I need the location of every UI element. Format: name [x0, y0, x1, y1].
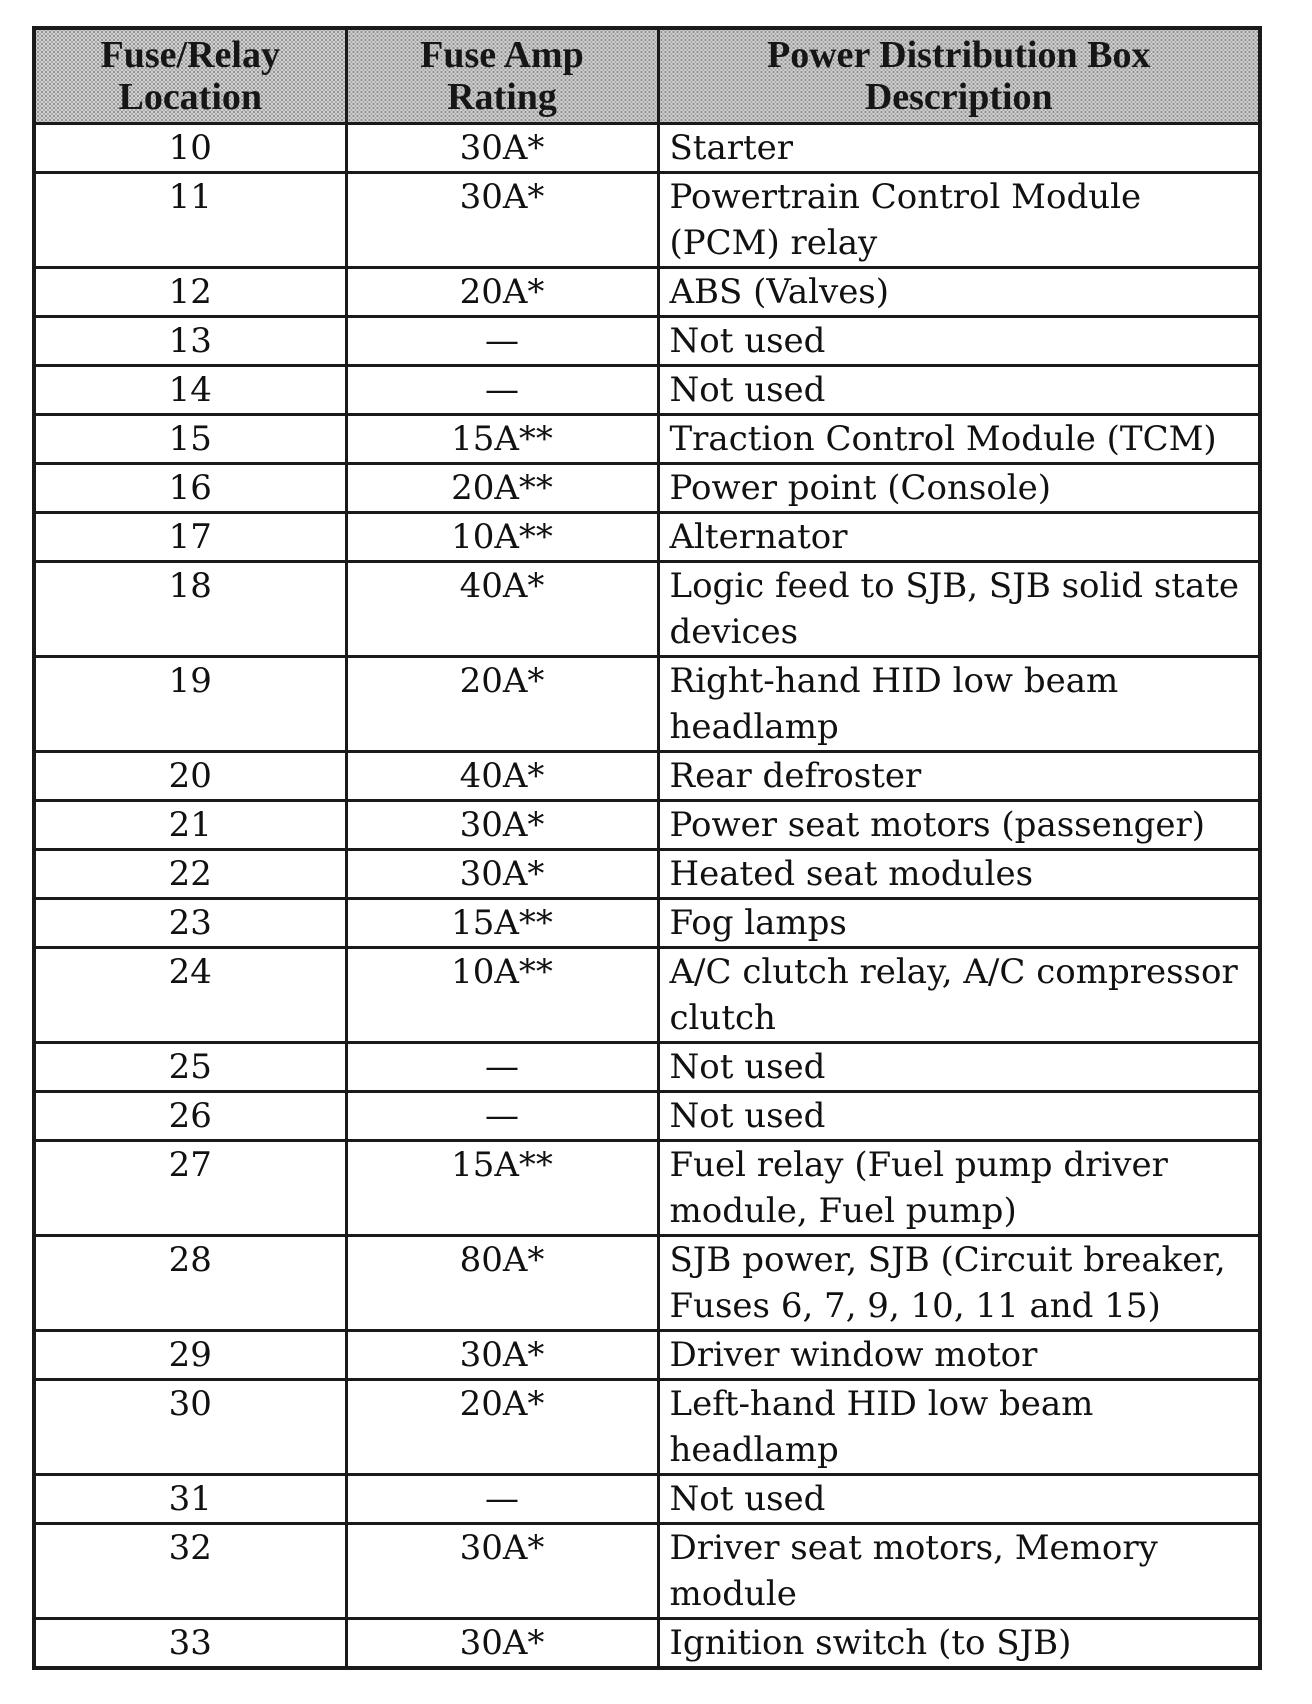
fuse-location-cell: 20: [34, 752, 346, 801]
header-description: [658, 28, 1260, 124]
header-amp-line-1: Fuse Amp: [420, 34, 584, 76]
fuse-description-cell: Rear defroster: [658, 752, 1260, 801]
fuse-location-cell: 33: [34, 1619, 346, 1669]
fuse-location-cell: 25: [34, 1043, 346, 1092]
fuse-amp-rating-cell: 30A*: [346, 1619, 658, 1669]
header-location-line-1: Fuse/Relay: [100, 34, 280, 76]
fuse-description-cell: Logic feed to SJB, SJB solid state devices: [658, 562, 1260, 657]
fuse-description-cell: Starter: [658, 124, 1260, 173]
fuse-description-cell: Not used: [658, 1043, 1260, 1092]
table-header: [34, 28, 1260, 124]
fuse-amp-rating-cell: —: [346, 1092, 658, 1141]
fuse-table: [32, 26, 1262, 1670]
fuse-location-cell: 21: [34, 801, 346, 850]
table-row: [34, 1524, 1260, 1619]
fuse-amp-rating-cell: 30A*: [346, 801, 658, 850]
fuse-amp-rating-cell: 40A*: [346, 752, 658, 801]
table-row: [34, 366, 1260, 415]
table-row: [34, 562, 1260, 657]
table-row: [34, 513, 1260, 562]
table-row: [34, 173, 1260, 268]
fuse-amp-rating-cell: 30A*: [346, 1524, 658, 1619]
table-row: [34, 657, 1260, 752]
fuse-description-cell: SJB power, SJB (Circuit breaker, Fuses 6, 7, 9, 10, 11 and 15): [658, 1236, 1260, 1331]
fuse-amp-rating-cell: 15A**: [346, 899, 658, 948]
fuse-amp-rating-cell: 10A**: [346, 513, 658, 562]
fuse-location-cell: 27: [34, 1141, 346, 1236]
fuse-location-cell: 31: [34, 1475, 346, 1524]
table-row: [34, 268, 1260, 317]
fuse-description-cell: Not used: [658, 1475, 1260, 1524]
table-row: [34, 1236, 1260, 1331]
table-row: [34, 801, 1260, 850]
fuse-description-cell: Fuel relay (Fuel pump driver module, Fuel pump): [658, 1141, 1260, 1236]
fuse-amp-rating-cell: 20A*: [346, 657, 658, 752]
fuse-amp-rating-cell: 20A**: [346, 464, 658, 513]
fuse-amp-rating-cell: —: [346, 1043, 658, 1092]
fuse-location-cell: 10: [34, 124, 346, 173]
header-location: [34, 28, 346, 124]
table-row: [34, 415, 1260, 464]
fuse-amp-rating-cell: 80A*: [346, 1236, 658, 1331]
header-amp-line-2: Rating: [447, 76, 557, 118]
table-row: [34, 1092, 1260, 1141]
fuse-location-cell: 32: [34, 1524, 346, 1619]
fuse-amp-rating-cell: —: [346, 1475, 658, 1524]
fuse-amp-rating-cell: —: [346, 317, 658, 366]
fuse-amp-rating-cell: 15A**: [346, 1141, 658, 1236]
fuse-location-cell: 14: [34, 366, 346, 415]
fuse-location-cell: 30: [34, 1380, 346, 1475]
table-body: [34, 124, 1260, 1669]
table-row: [34, 1475, 1260, 1524]
fuse-location-cell: 15: [34, 415, 346, 464]
fuse-location-cell: 23: [34, 899, 346, 948]
header-amp-rating: [346, 28, 658, 124]
fuse-description-cell: Driver seat motors, Memory module: [658, 1524, 1260, 1619]
fuse-description-cell: Driver window motor: [658, 1331, 1260, 1380]
table-row: [34, 899, 1260, 948]
table-row: [34, 850, 1260, 899]
fuse-location-cell: 18: [34, 562, 346, 657]
table-row: [34, 1380, 1260, 1475]
fuse-location-cell: 29: [34, 1331, 346, 1380]
table-row: [34, 948, 1260, 1043]
fuse-description-cell: Not used: [658, 366, 1260, 415]
table-row: [34, 1141, 1260, 1236]
fuse-amp-rating-cell: 10A**: [346, 948, 658, 1043]
fuse-amp-rating-cell: 20A*: [346, 1380, 658, 1475]
fuse-description-cell: Powertrain Control Module (PCM) relay: [658, 173, 1260, 268]
fuse-amp-rating-cell: 30A*: [346, 124, 658, 173]
fuse-amp-rating-cell: —: [346, 366, 658, 415]
table-row: [34, 1331, 1260, 1380]
fuse-location-cell: 28: [34, 1236, 346, 1331]
fuse-location-cell: 19: [34, 657, 346, 752]
fuse-description-cell: Right-hand HID low beam headlamp: [658, 657, 1260, 752]
fuse-description-cell: Fog lamps: [658, 899, 1260, 948]
fuse-amp-rating-cell: 30A*: [346, 1331, 658, 1380]
fuse-description-cell: Power point (Console): [658, 464, 1260, 513]
fuse-description-cell: Left-hand HID low beam headlamp: [658, 1380, 1260, 1475]
table-row: [34, 752, 1260, 801]
fuse-location-cell: 12: [34, 268, 346, 317]
fuse-location-cell: 22: [34, 850, 346, 899]
fuse-description-cell: ABS (Valves): [658, 268, 1260, 317]
fuse-description-cell: Power seat motors (passenger): [658, 801, 1260, 850]
fuse-location-cell: 13: [34, 317, 346, 366]
fuse-amp-rating-cell: 40A*: [346, 562, 658, 657]
table-row: [34, 124, 1260, 173]
fuse-description-cell: Alternator: [658, 513, 1260, 562]
fuse-location-cell: 16: [34, 464, 346, 513]
fuse-amp-rating-cell: 30A*: [346, 850, 658, 899]
header-description-line-2: Description: [864, 76, 1053, 118]
fuse-location-cell: 24: [34, 948, 346, 1043]
table-row: [34, 317, 1260, 366]
fuse-description-cell: Heated seat modules: [658, 850, 1260, 899]
table-row: [34, 1043, 1260, 1092]
fuse-amp-rating-cell: 20A*: [346, 268, 658, 317]
fuse-description-cell: Not used: [658, 1092, 1260, 1141]
fuse-amp-rating-cell: 30A*: [346, 173, 658, 268]
fuse-amp-rating-cell: 15A**: [346, 415, 658, 464]
fuse-location-cell: 11: [34, 173, 346, 268]
fuse-description-cell: Ignition switch (to SJB): [658, 1619, 1260, 1669]
header-location-line-2: Location: [118, 76, 263, 118]
fuse-description-cell: Not used: [658, 317, 1260, 366]
fuse-location-cell: 26: [34, 1092, 346, 1141]
fuse-description-cell: A/C clutch relay, A/C compressor clutch: [658, 948, 1260, 1043]
header-description-line-1: Power Distribution Box: [766, 34, 1151, 76]
fuse-description-cell: Traction Control Module (TCM): [658, 415, 1260, 464]
table-row: [34, 1619, 1260, 1669]
fuse-location-cell: 17: [34, 513, 346, 562]
table-row: [34, 464, 1260, 513]
header-row: [34, 28, 1260, 124]
